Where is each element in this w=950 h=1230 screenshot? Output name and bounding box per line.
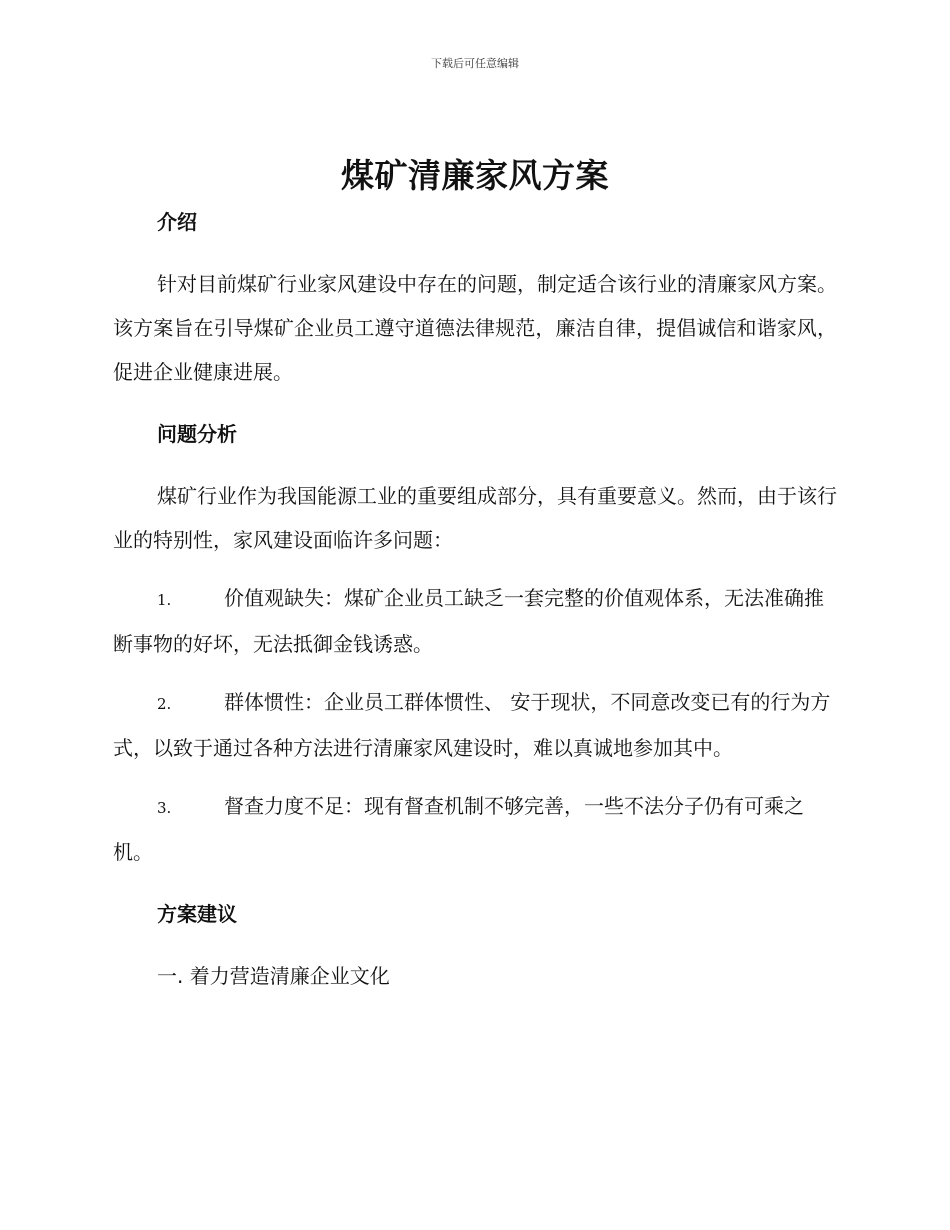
analysis-paragraph: 煤矿行业作为我国能源工业的重要组成部分，具有重要意义。然而，由于该行业的特别性，家风建设面临许多问题： <box>113 484 837 552</box>
list-item-number: 2. <box>157 695 172 713</box>
document-title: 煤矿清廉家风方案 <box>341 156 609 195</box>
list-item-text: 群体惯性：企业员工群体惯性、 安于现状，不同意改变已有的行为方式，以致于通过各种方法进行清廉家风建设时，难以真诚地参加其中。 <box>113 690 831 760</box>
list-item-number: 1. <box>157 591 172 609</box>
document-body <box>113 204 837 998</box>
section-heading-intro: 介绍 <box>157 210 197 234</box>
list-item <box>113 784 837 874</box>
proposal-subheading-text: 一. 着力营造清廉企业文化 <box>157 964 390 988</box>
list-item-number: 3. <box>157 799 172 817</box>
section-heading-proposal: 方案建议 <box>157 902 237 926</box>
section-heading-analysis: 问题分析 <box>157 422 237 446</box>
list-item <box>113 680 837 770</box>
list-item <box>113 576 837 666</box>
header-note: 下载后可任意编辑 <box>431 57 519 70</box>
intro-paragraph: 针对目前煤矿行业家风建设中存在的问题，制定适合该行业的清廉家风方案。该方案旨在引导煤矿企业员工遵守道德法律规范，廉洁自律，提倡诚信和谐家风，促进企业健康进展。 <box>113 272 837 384</box>
proposal-subheading <box>113 954 837 998</box>
list-item-text: 价值观缺失：煤矿企业员工缺乏一套完整的价值观体系，无法准确推断事物的好坏，无法抵御金钱诱惑。 <box>113 586 824 656</box>
list-item-text: 督查力度不足：现有督查机制不够完善，一些不法分子仍有可乘之机。 <box>113 794 804 864</box>
